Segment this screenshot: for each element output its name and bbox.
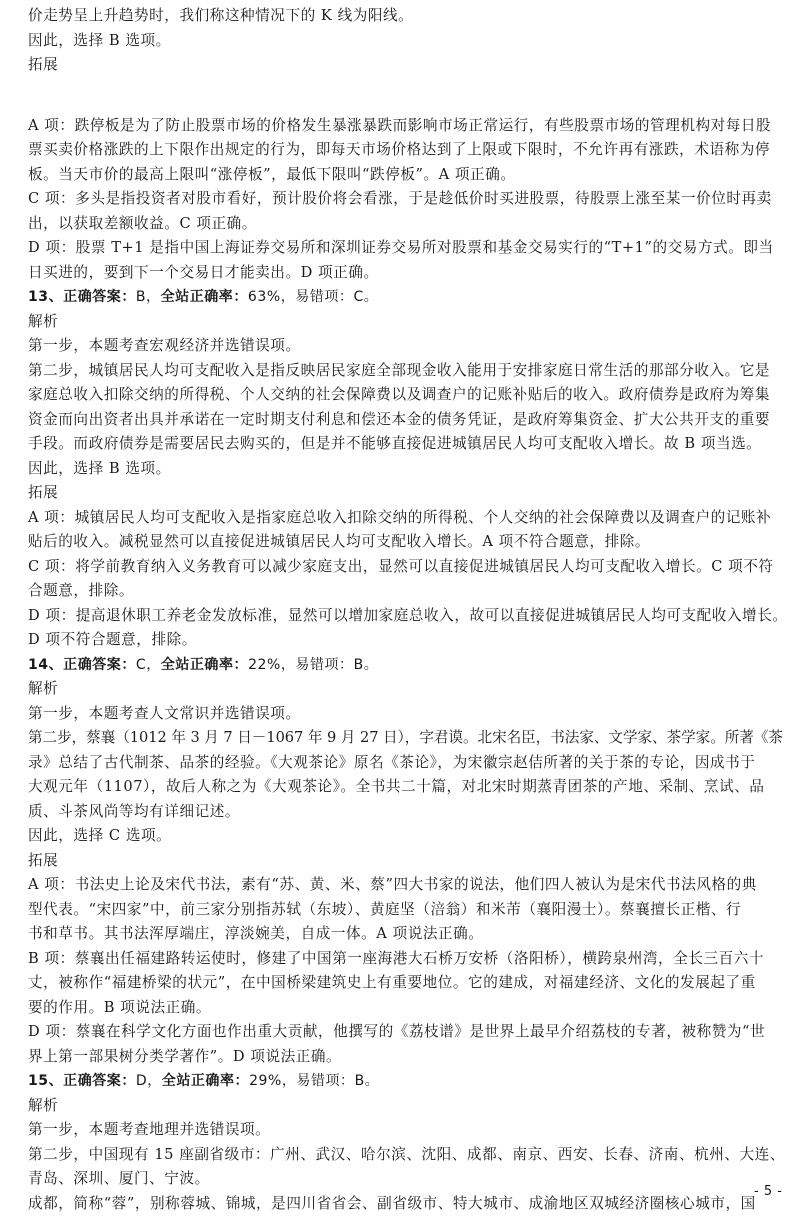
text-line: A 项：跌停板是为了防止股票市场的价格发生暴涨暴跌而影响市场正常运行，有些股票市场的管理机构对每日股 [28, 114, 788, 139]
rate-label: 全站正确率： [161, 289, 248, 305]
text-line: 合题意，排除。 [28, 579, 788, 604]
section-label-expand: 拓展 [28, 849, 788, 874]
text-line: 丈，被称作“福建桥梁的状元”，在中国桥梁建筑史上有重要地位。它的建成，对福建经济、文化的发展起了重 [28, 971, 788, 996]
text-line: 第一步，本题考查人文常识并选错误项。 [28, 702, 788, 727]
answer-value: C， [136, 657, 161, 673]
text-line: 因此，选择 B 选项。 [28, 457, 788, 482]
text-line: 要的作用。B 项说法正确。 [28, 996, 788, 1021]
text-line: 界上第一部果树分类学著作”。D 项说法正确。 [28, 1045, 788, 1070]
answer-label: 正确答案： [63, 1073, 136, 1089]
text-line: 第一步，本题考查宏观经济并选错误项。 [28, 334, 788, 359]
text-line: 板。当天市价的最高上限叫“涨停板”，最低下限叫“跌停板”。A 项正确。 [28, 163, 788, 188]
text-line: A 项：城镇居民人均可支配收入是指家庭总收入扣除交纳的所得税、个人交纳的社会保障费以及调查户的记账补 [28, 506, 788, 531]
text-line: D 项：提高退休职工养老金发放标准，显然可以增加家庭总收入，故可以直接促进城镇居民人均可支配收入增长。 [28, 604, 788, 629]
text-line: 第二步，城镇居民人均可支配收入是指反映居民家庭全部现金收入能用于安排家庭日常生活的那部分收入。它是 [28, 359, 788, 384]
document-page [28, 4, 788, 1216]
page-number: - 5 - [754, 1184, 782, 1199]
text-line: 手段。而政府债券是需要居民去购买的，但是并不能够直接促进城镇居民人均可支配收入增长。故 B 项当选。 [28, 432, 788, 457]
text-line: 因此，选择 C 选项。 [28, 824, 788, 849]
question-number: 13、 [28, 289, 63, 305]
text-line: 因此，选择 B 选项。 [28, 29, 788, 54]
text-line: 大观元年（1107），故后人称之为《大观茶论》。全书共二十篇，对北宋时期蒸青团茶的产地、采制、烹试、品 [28, 775, 788, 800]
rate-value: 22%，易错项：B。 [248, 657, 378, 673]
answer-value: D， [136, 1073, 162, 1089]
text-line: B 项：蔡襄出任福建路转运使时，修建了中国第一座海港大石桥万安桥（洛阳桥），横跨泉州湾，全长三百六十 [28, 947, 788, 972]
text-line: C 项：多头是指投资者对股市看好，预计股价将会看涨，于是趁低价时买进股票，待股票上涨至某一价位时再卖 [28, 187, 788, 212]
text-line: 书和草书。其书法浑厚端庄，淳淡婉美，自成一体。A 项说法正确。 [28, 922, 788, 947]
text-line: 质、斗茶风尚等均有详细记述。 [28, 800, 788, 825]
text-line: 第二步，中国现有 15 座副省级市：广州、武汉、哈尔滨、沈阳、成都、南京、西安、长春、济南、杭州、大连、 [28, 1143, 788, 1168]
answer-label: 正确答案： [63, 289, 136, 305]
text-line: 出，以获取差额收益。C 项正确。 [28, 212, 788, 237]
text-line: 家庭总收入扣除交纳的所得税、个人交纳的社会保障费以及调查户的记账补贴后的收入。政府债券是政府为筹集 [28, 383, 788, 408]
text-line: 第二步，蔡襄（1012 年 3 月 7 日－1067 年 9 月 27 日），字君谟。北宋名臣，书法家、文学家、茶学家。所著《茶 [28, 726, 788, 751]
text-line: A 项：书法史上论及宋代书法，素有“苏、黄、米、蔡”四大书家的说法，他们四人被认为是宋代书法风格的典 [28, 873, 788, 898]
text-line: 成都，简称“蓉”，别称蓉城、锦城，是四川省省会、副省级市、特大城市、成渝地区双城经济圈核心城市，国 [28, 1192, 788, 1216]
text-line: 第一步，本题考查地理并选错误项。 [28, 1118, 788, 1143]
answer-label: 正确答案： [63, 657, 136, 673]
rate-value: 63%，易错项：C。 [248, 289, 378, 305]
text-line: 日买进的，要到下一个交易日才能卖出。D 项正确。 [28, 261, 788, 286]
text-line: 贴后的收入。减税显然可以直接促进城镇居民人均可支配收入增长。A 项不符合题意，排除。 [28, 530, 788, 555]
question-15-header [28, 1069, 788, 1094]
text-line: 青岛、深圳、厦门、宁波。 [28, 1167, 788, 1192]
rate-label: 全站正确率： [162, 1073, 249, 1089]
text-line: 价走势呈上升趋势时，我们称这种情况下的 K 线为阳线。 [28, 4, 788, 29]
section-label-expand: 拓展 [28, 481, 788, 506]
section-label-analysis: 解析 [28, 1094, 788, 1119]
answer-value: B， [136, 289, 161, 305]
text-line: D 项不符合题意，排除。 [28, 628, 788, 653]
text-line: D 项：股票 T+1 是指中国上海证券交易所和深圳证券交易所对股票和基金交易实行的“T+1”的交易方式。即当 [28, 236, 788, 261]
section-label-analysis: 解析 [28, 310, 788, 335]
question-13-header [28, 285, 788, 310]
section-label-analysis: 解析 [28, 677, 788, 702]
rate-label: 全站正确率： [161, 657, 248, 673]
rate-value: 29%，易错项：B。 [249, 1073, 379, 1089]
text-line: C 项：将学前教育纳入义务教育可以减少家庭支出，显然可以直接促进城镇居民人均可支配收入增长。C 项不符 [28, 555, 788, 580]
question-14-header [28, 653, 788, 678]
text-line: 型代表。“宋四家”中，前三家分别指苏轼（东坡）、黄庭坚（涪翁）和米芾（襄阳漫士）。蔡襄擅长正楷、行 [28, 898, 788, 923]
section-label-expand: 拓展 [28, 53, 788, 78]
text-line: 资金而向出资者出具并承诺在一定时期支付利息和偿还本金的债务凭证，是政府筹集资金、扩大公共开支的重要 [28, 408, 788, 433]
question-number: 14、 [28, 657, 63, 673]
text-line: 录》总结了古代制茶、品茶的经验。《大观茶论》原名《茶论》，为宋徽宗赵佶所著的关于茶的专论，因成书于 [28, 751, 788, 776]
question-number: 15、 [28, 1073, 63, 1089]
text-line: D 项：蔡襄在科学文化方面也作出重大贡献，他撰写的《荔枝谱》是世界上最早介绍荔枝的专著，被称赞为“世 [28, 1020, 788, 1045]
text-line: 票买卖价格涨跌的上下限作出规定的行为，即每天市场价格达到了上限或下限时，不允许再有涨跌，术语称为停 [28, 138, 788, 163]
